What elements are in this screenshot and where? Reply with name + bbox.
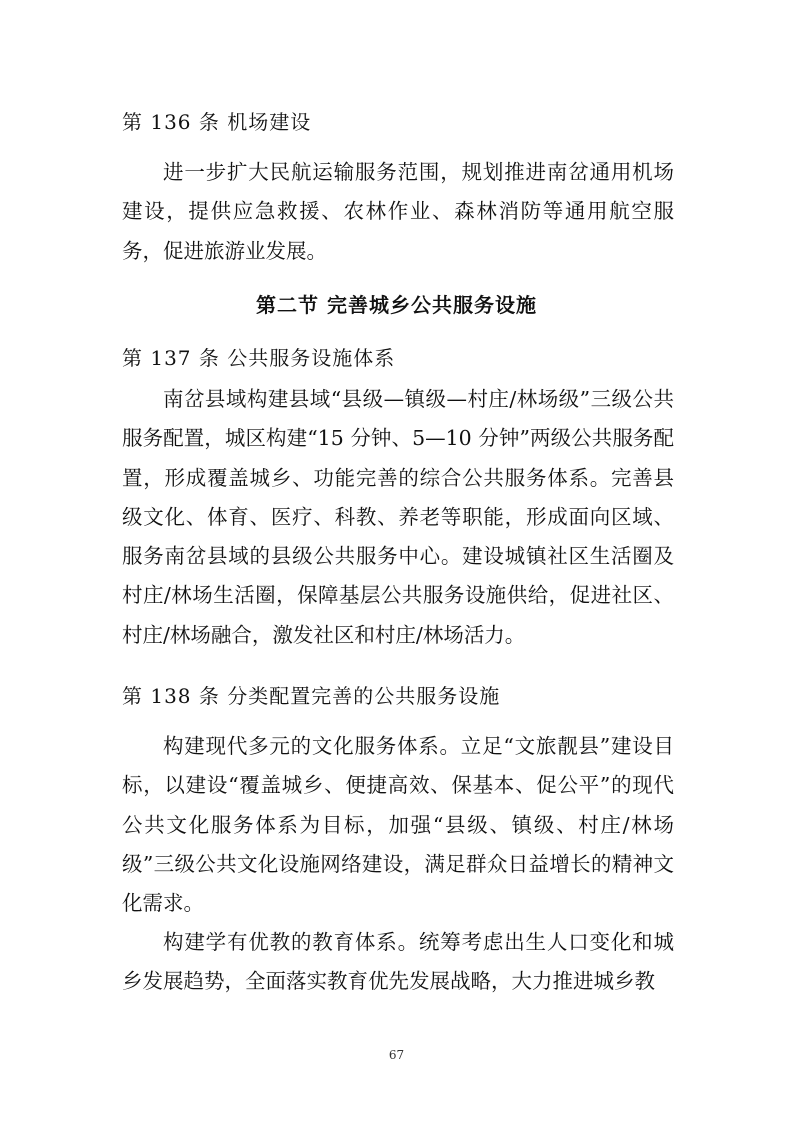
article-136-heading: 第 136 条 机场建设 xyxy=(122,110,312,134)
article-138-heading: 第 138 条 分类配置完善的公共服务设施 xyxy=(122,684,501,708)
article-136-body: 进一步扩大民航运输服务范围，规划推进南岔通用机场建设，提供应急救援、农林作业、森林消防等通用航空服务，促进旅游业发展。 xyxy=(122,160,674,263)
article-137-heading: 第 137 条 公共服务设施体系 xyxy=(122,346,396,370)
section-title: 第二节 完善城乡公共服务设施 xyxy=(256,293,537,317)
article-137-body: 南岔县域构建县域“县级—镇级—村庄/林场级”三级公共服务配置，城区构建“15 分钟、5—10 分钟”两级公共服务配置，形成覆盖城乡、功能完善的综合公共服务体系。完善县级文化、体育、医疗、科教、养老等职能，形成面向区域、服务南岔县域的县级公共服务中心。建设城镇社区生活圈及村庄/林场生活圈，保障基层公共服务设施供给，促进社区、村庄/林场融合，激发社区和村庄/林场活力。 xyxy=(122,387,674,647)
page-number: 67 xyxy=(388,1048,405,1062)
article-138-paragraph-1: 构建现代多元的文化服务体系。立足“文旅靓县”建设目标，以建设“覆盖城乡、便捷高效、保基本、促公平”的现代公共文化服务体系为目标，加强“县级、镇级、村庄/林场级”三级公共文化设施网络建设，满足群众日益增长的精神文化需求。 xyxy=(122,734,674,916)
article-138-paragraph-2: 构建学有优教的教育体系。统筹考虑出生人口变化和城乡发展趋势，全面落实教育优先发展战略，大力推进城乡教 xyxy=(122,930,674,994)
